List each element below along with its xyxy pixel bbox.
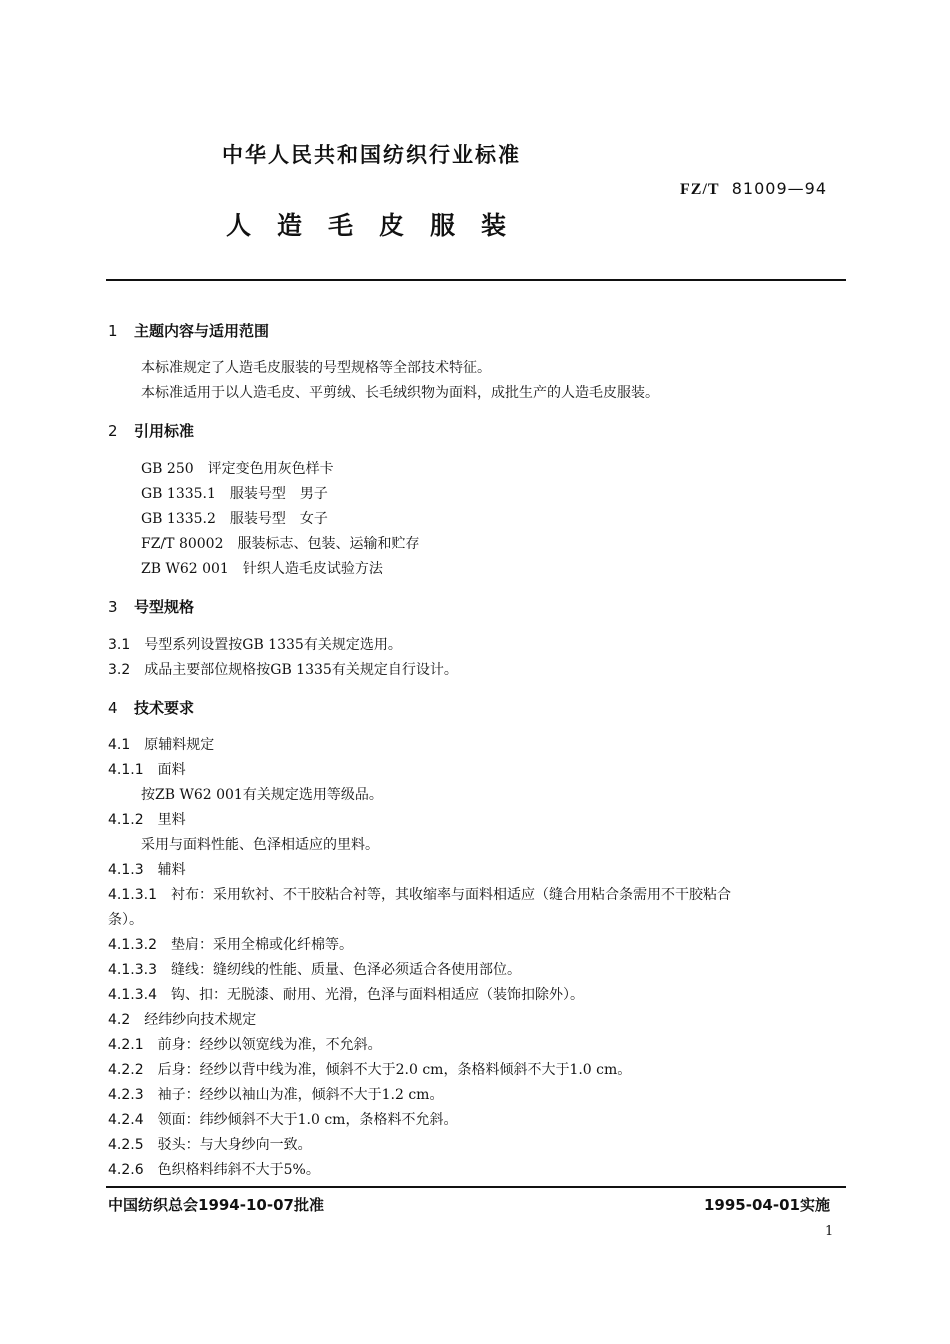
clause-4-2-2: 4.2.2 后身：经纱以背中线为准，倾斜不大于2.0 cm，条格料倾斜不大于1.0 cm。 bbox=[108, 1062, 632, 1078]
section-1-title: 主题内容与适用范围 bbox=[134, 322, 270, 340]
section-1-heading: 1 主题内容与适用范围 bbox=[108, 322, 270, 340]
standard-code: 81009—94 bbox=[731, 179, 827, 198]
reference-item: GB 1335.1 服装号型 男子 bbox=[141, 486, 328, 502]
section-2-title: 引用标准 bbox=[134, 422, 195, 440]
approval-date: 中国纺织总会1994-10-07批准 bbox=[108, 1196, 324, 1214]
clause-4-2-4: 4.2.4 领面：纬纱倾斜不大于1.0 cm，条格料不允斜。 bbox=[108, 1112, 458, 1128]
clause-4-1-3: 4.1.3 辅料 bbox=[108, 862, 186, 878]
effective-date: 1995-04-01实施 bbox=[704, 1196, 830, 1214]
reference-item: GB 250 评定变色用灰色样卡 bbox=[141, 461, 334, 477]
clause-3-1: 3.1 号型系列设置按GB 1335有关规定选用。 bbox=[108, 637, 402, 653]
reference-item: FZ/T 80002 服装标志、包装、运输和贮存 bbox=[141, 536, 420, 552]
section-2-heading: 2 引用标准 bbox=[108, 422, 195, 440]
section-3-heading: 3 号型规格 bbox=[108, 598, 195, 616]
clause-4-1-1-text: 按ZB W62 001有关规定选用等级品。 bbox=[141, 787, 383, 803]
reference-item: GB 1335.2 服装号型 女子 bbox=[141, 511, 328, 527]
clause-4-1-2-text: 采用与面料性能、色泽相适应的里料。 bbox=[141, 837, 379, 853]
footer-divider bbox=[106, 1186, 846, 1188]
clause-4-1-3-1-cont: 条）。 bbox=[108, 912, 143, 928]
document-title: 人造毛皮服装 bbox=[226, 211, 533, 240]
section-3-title: 号型规格 bbox=[134, 598, 195, 616]
clause-4-2-5: 4.2.5 驳头：与大身纱向一致。 bbox=[108, 1137, 312, 1153]
section-1-para-1: 本标准规定了人造毛皮服装的号型规格等全部技术特征。 bbox=[141, 360, 491, 376]
standard-prefix: FZ/T bbox=[680, 181, 720, 198]
industry-standard-heading: 中华人民共和国纺织行业标准 bbox=[222, 143, 521, 167]
standard-number bbox=[680, 179, 827, 199]
clause-4-1-3-4: 4.1.3.4 钩、扣：无脱漆、耐用、光滑，色泽与面料相适应（装饰扣除外）。 bbox=[108, 987, 584, 1003]
reference-item: ZB W62 001 针织人造毛皮试验方法 bbox=[141, 561, 383, 577]
section-4-heading: 4 技术要求 bbox=[108, 699, 195, 717]
clause-4-1: 4.1 原辅料规定 bbox=[108, 737, 215, 753]
clause-4-1-1: 4.1.1 面料 bbox=[108, 762, 186, 778]
clause-4-1-3-3: 4.1.3.3 缝线：缝纫线的性能、质量、色泽必须适合各使用部位。 bbox=[108, 962, 521, 978]
clause-4-2-6: 4.2.6 色织格料纬斜不大于5%。 bbox=[108, 1162, 320, 1178]
header-divider bbox=[106, 279, 846, 281]
clause-4-2-3: 4.2.3 袖子：经纱以袖山为准，倾斜不大于1.2 cm。 bbox=[108, 1087, 444, 1103]
page-number: 1 bbox=[825, 1224, 834, 1239]
clause-3-2: 3.2 成品主要部位规格按GB 1335有关规定自行设计。 bbox=[108, 662, 458, 678]
clause-4-1-2: 4.1.2 里料 bbox=[108, 812, 186, 828]
clause-4-2: 4.2 经纬纱向技术规定 bbox=[108, 1012, 257, 1028]
section-4-title: 技术要求 bbox=[134, 699, 195, 717]
clause-4-1-3-1: 4.1.3.1 衬布：采用软衬、不干胶粘合衬等，其收缩率与面料相适应（缝合用粘合条需用不干胶粘合 bbox=[108, 887, 731, 903]
clause-4-1-3-2: 4.1.3.2 垫肩：采用全棉或化纤棉等。 bbox=[108, 937, 353, 953]
clause-4-2-1: 4.2.1 前身：经纱以领宽线为准，不允斜。 bbox=[108, 1037, 382, 1053]
section-1-para-2: 本标准适用于以人造毛皮、平剪绒、长毛绒织物为面料，成批生产的人造毛皮服装。 bbox=[141, 385, 659, 401]
